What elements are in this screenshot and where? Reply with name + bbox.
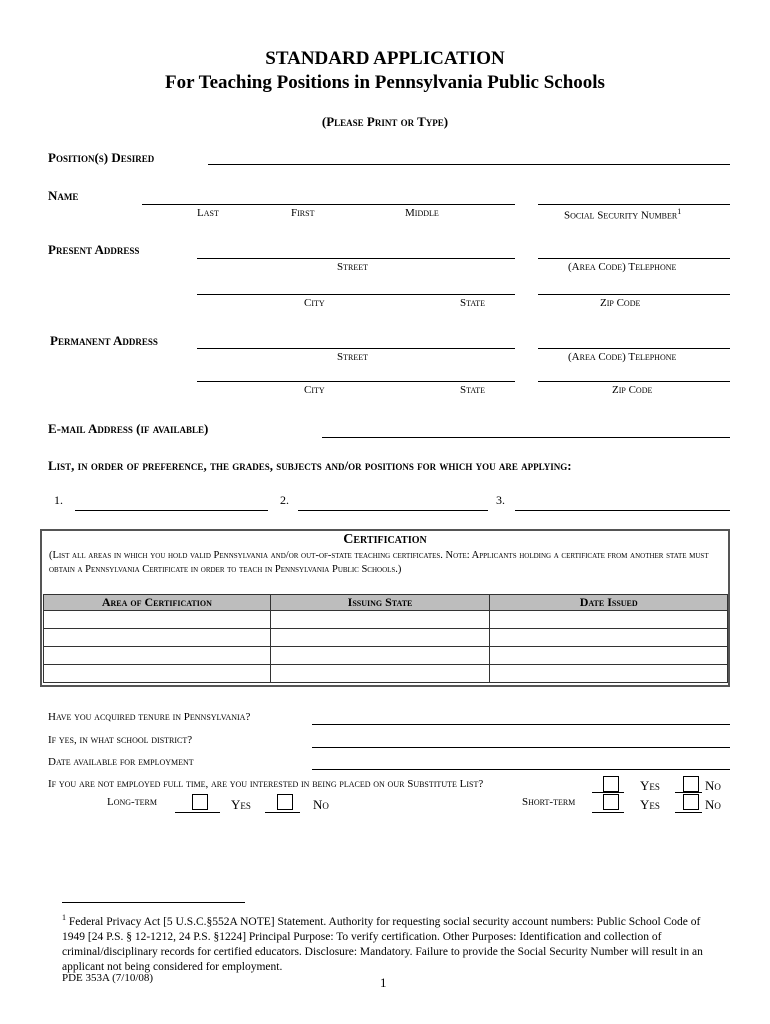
present-state-caption: State bbox=[460, 297, 486, 309]
table-row bbox=[44, 665, 728, 683]
permanent-telephone-field[interactable] bbox=[538, 348, 730, 349]
list-number-1: 1. bbox=[54, 493, 63, 507]
last-name-caption: Last bbox=[197, 207, 219, 219]
footnote-divider bbox=[62, 902, 245, 903]
short-term-no-underline bbox=[675, 812, 702, 813]
present-telephone-field[interactable] bbox=[538, 258, 730, 259]
name-field[interactable] bbox=[142, 204, 515, 205]
cell-date[interactable] bbox=[490, 611, 728, 629]
substitute-question: If you are not employed full time, are you interested in being placed on our Substitute List? bbox=[48, 778, 484, 790]
footnote-text: Federal Privacy Act [5 U.S.C.§552A NOTE] Statement. Authority for requesting social security account numbers: Public School Code of 1949 [24 P.S. § 12-1212, 24 P.S. §1224] Principal Purpose: To verify certification. Other Purposes: Identification and collection of criminal/disciplinary records for certified educators. Disclosure: Mandatory. Failure to provide the Social Security Number will result in an applicant not being considered for employment. bbox=[62, 915, 703, 973]
permanent-zip-caption: Zip Code bbox=[612, 384, 653, 396]
cell-date[interactable] bbox=[490, 665, 728, 683]
present-zip-caption: Zip Code bbox=[600, 297, 641, 309]
form-title: STANDARD APPLICATION bbox=[265, 48, 505, 69]
certification-section bbox=[40, 529, 730, 687]
cell-state[interactable] bbox=[270, 665, 490, 683]
table-row bbox=[44, 647, 728, 665]
issuing-state-header: Issuing State bbox=[270, 595, 490, 611]
long-term-label: Long-term bbox=[107, 796, 157, 808]
cell-state[interactable] bbox=[270, 647, 490, 665]
preference-1-field[interactable] bbox=[75, 510, 268, 511]
cell-state[interactable] bbox=[270, 611, 490, 629]
cell-date[interactable] bbox=[490, 647, 728, 665]
long-term-no-checkbox[interactable] bbox=[277, 794, 293, 810]
present-city-state-field[interactable] bbox=[197, 294, 515, 295]
cell-area[interactable] bbox=[44, 665, 271, 683]
page-number: 1 bbox=[380, 975, 387, 990]
footnote-mark: 1 bbox=[62, 913, 66, 922]
cell-date[interactable] bbox=[490, 629, 728, 647]
list-number-2: 2. bbox=[280, 493, 289, 507]
preference-2-field[interactable] bbox=[298, 510, 488, 511]
long-term-yes-underline bbox=[175, 812, 220, 813]
date-available-field[interactable] bbox=[312, 769, 730, 770]
first-name-caption: First bbox=[291, 207, 315, 219]
tenure-question: Have you acquired tenure in Pennsylvania? bbox=[48, 711, 251, 723]
long-term-yes-label: Yes bbox=[231, 797, 251, 812]
cell-area[interactable] bbox=[44, 611, 271, 629]
long-term-no-underline bbox=[265, 812, 300, 813]
email-label: E-mail Address (if available) bbox=[48, 421, 209, 436]
present-street-caption: Street bbox=[337, 261, 369, 273]
permanent-street-caption: Street bbox=[337, 351, 369, 363]
middle-name-caption: Middle bbox=[405, 207, 439, 219]
present-telephone-caption: (Area Code) Telephone bbox=[568, 261, 677, 273]
table-row bbox=[44, 629, 728, 647]
tenure-field[interactable] bbox=[312, 724, 730, 725]
present-address-label: Present Address bbox=[48, 242, 140, 257]
permanent-street-field[interactable] bbox=[197, 348, 515, 349]
area-of-certification-header: Area of Certification bbox=[44, 595, 271, 611]
substitute-yes-underline bbox=[592, 792, 624, 793]
long-term-yes-checkbox[interactable] bbox=[192, 794, 208, 810]
permanent-telephone-caption: (Area Code) Telephone bbox=[568, 351, 677, 363]
district-field[interactable] bbox=[312, 747, 730, 748]
substitute-no-underline bbox=[675, 792, 702, 793]
substitute-yes-checkbox[interactable] bbox=[603, 776, 619, 792]
cell-area[interactable] bbox=[44, 629, 271, 647]
short-term-label: Short-term bbox=[522, 796, 576, 808]
certification-title: Certification bbox=[343, 532, 427, 547]
substitute-yes-label: Yes bbox=[640, 778, 660, 793]
list-prompt: List, in order of preference, the grades, subjects and/or positions for which you are applying: bbox=[48, 458, 572, 473]
privacy-footnote bbox=[62, 910, 722, 975]
list-number-3: 3. bbox=[496, 493, 505, 507]
cell-area[interactable] bbox=[44, 647, 271, 665]
district-question: If yes, in what school district? bbox=[48, 734, 193, 746]
short-term-no-checkbox[interactable] bbox=[683, 794, 699, 810]
date-available-question: Date available for employment bbox=[48, 756, 194, 768]
ssn-footnote-mark: 1 bbox=[677, 207, 682, 216]
positions-desired-field[interactable] bbox=[208, 164, 730, 165]
present-street-field[interactable] bbox=[197, 258, 515, 259]
preference-3-field[interactable] bbox=[515, 510, 730, 511]
long-term-no-label: No bbox=[313, 797, 329, 812]
permanent-city-caption: City bbox=[304, 384, 325, 396]
table-row bbox=[44, 611, 728, 629]
email-field[interactable] bbox=[322, 437, 730, 438]
permanent-state-caption: State bbox=[460, 384, 486, 396]
substitute-no-label: No bbox=[705, 778, 721, 793]
name-label: Name bbox=[48, 188, 79, 203]
present-zip-field[interactable] bbox=[538, 294, 730, 295]
certification-note: (List all areas in which you hold valid Pennsylvania and/or out-of-state teaching certificates. Note: Applicants holding a certificate from another state must obtain a Pennsylvania Certificate in order to teach in Pennsylvania Public Schools.) bbox=[49, 550, 709, 575]
substitute-no-checkbox[interactable] bbox=[683, 776, 699, 792]
certification-header-row bbox=[44, 595, 728, 611]
short-term-no-label: No bbox=[705, 797, 721, 812]
cell-state[interactable] bbox=[270, 629, 490, 647]
form-id: PDE 353A (7/10/08) bbox=[62, 972, 154, 984]
permanent-city-state-field[interactable] bbox=[197, 381, 515, 382]
permanent-address-label: Permanent Address bbox=[50, 333, 158, 348]
print-instruction: (Please Print or Type) bbox=[321, 114, 449, 129]
short-term-yes-label: Yes bbox=[640, 797, 660, 812]
permanent-zip-field[interactable] bbox=[538, 381, 730, 382]
positions-desired-label: Position(s) Desired bbox=[48, 150, 155, 165]
present-city-caption: City bbox=[304, 297, 325, 309]
date-issued-header: Date Issued bbox=[490, 595, 728, 611]
form-subtitle: For Teaching Positions in Pennsylvania Public Schools bbox=[165, 72, 605, 93]
ssn-field[interactable] bbox=[538, 204, 730, 205]
short-term-yes-checkbox[interactable] bbox=[603, 794, 619, 810]
certification-table bbox=[43, 594, 728, 683]
short-term-yes-underline bbox=[592, 812, 624, 813]
ssn-caption: Social Security Number$^1$ bbox=[564, 207, 682, 222]
